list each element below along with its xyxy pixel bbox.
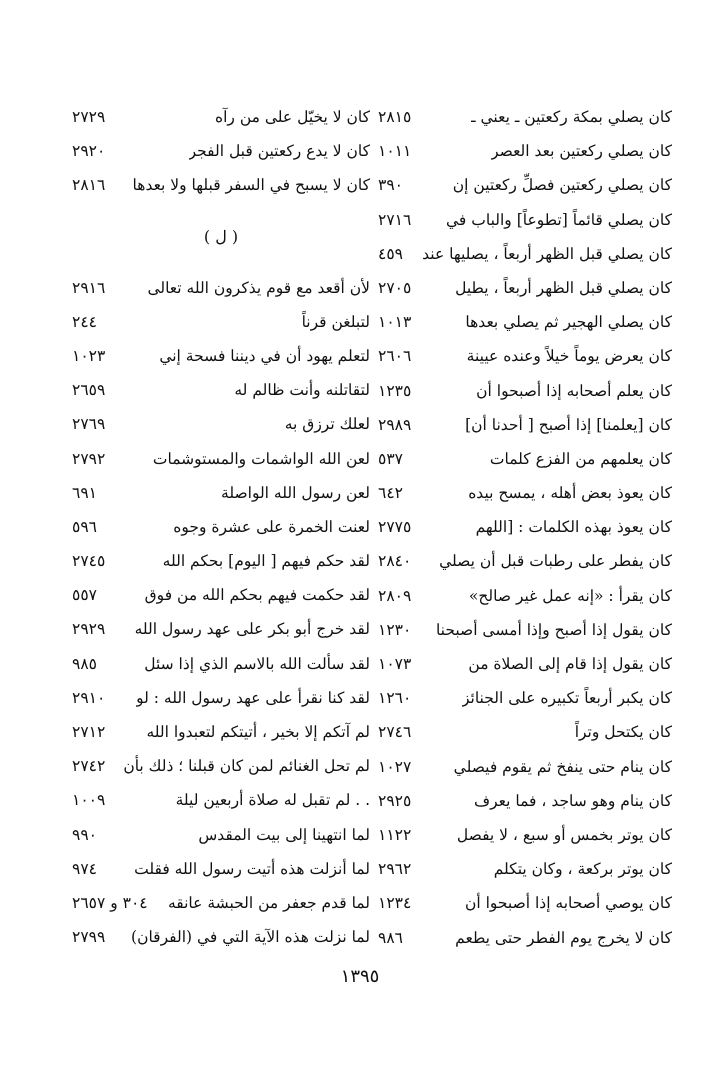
entry-number: ٥٩٦ [72, 517, 97, 536]
entry-number: ١٢٣٠ [378, 620, 412, 639]
entry-text: لقد خرج أبو بكر على عهد رسول الله [134, 620, 370, 639]
index-entry [378, 271, 672, 305]
entry-text: كان يصلي ركعتين فصلِّ ركعتين إن [452, 176, 672, 195]
entry-number: ٢٩١٦ [72, 278, 106, 297]
entry-number: ١٢٦٠ [378, 689, 412, 708]
entry-number: ٦٩١ [72, 483, 97, 502]
entry-text: كان يكبر أربعاً تكبيره على الجنائز [461, 689, 672, 708]
entry-number: ٤٥٩ [378, 244, 403, 263]
entry-number: ٣٠٤ و ٢٦٥٧ [72, 893, 148, 912]
index-entry [378, 886, 672, 920]
entry-text: كان يصلي قائماً [تطوعاً] والباب في [446, 210, 672, 229]
index-entry [72, 715, 370, 749]
entry-number: ٢٨١٦ [72, 176, 106, 195]
index-entry [72, 681, 370, 715]
index-entry [378, 544, 672, 578]
index-entry [72, 647, 370, 681]
entry-text: . . لم تقبل له صلاة أربعين ليلة [175, 791, 370, 810]
entry-text: لقد حكم فيهم [ اليوم] بحكم الله [162, 552, 370, 571]
entry-text: كان يعوذ بهذه الكلمات : [اللهم [475, 518, 672, 537]
entry-text: كان ينام حتى ينفخ ثم يقوم فيصلي [453, 757, 672, 776]
index-entry [72, 886, 370, 920]
index-entry [72, 510, 370, 544]
entry-number: ٥٥٧ [72, 586, 97, 605]
index-entry [378, 921, 672, 955]
index-entry [378, 510, 672, 544]
entry-text: لأن أقعد مع قوم يذكرون الله تعالى [147, 278, 370, 297]
entry-number: ٩٨٦ [378, 928, 403, 947]
entry-number: ٢٧٤٥ [72, 552, 106, 571]
index-entry [378, 442, 672, 476]
entry-text: لتقاتلنه وأنت ظالم له [234, 381, 370, 400]
index-entry [72, 373, 370, 407]
entry-text: لعن رسول الله الواصلة [221, 483, 370, 502]
index-entry [72, 305, 370, 339]
entry-text: لما قدم جعفر من الحبشة عانقه [167, 893, 370, 912]
index-entry [72, 134, 370, 168]
entry-text: كان يصلي الهجير ثم يصلي بعدها [465, 313, 672, 332]
entry-number: ٢٧٤٦ [378, 723, 412, 742]
section-heading: ( ل ) [203, 226, 239, 246]
entry-number: ٢٦٥٩ [72, 381, 106, 400]
entry-text: كان [يعلمنا] إذا أصبح [ أحدنا أن] [465, 415, 672, 434]
entry-text: لقد حكمت فيهم بحكم الله من فوق [144, 586, 370, 605]
entry-number: ٢٩٢٠ [72, 142, 106, 161]
index-entry [378, 613, 672, 647]
entry-text: لما نزلت هذه الآية التي في (الفرقان) [131, 928, 370, 947]
index-entry [378, 818, 672, 852]
entry-number: ٢٨٤٠ [378, 552, 412, 571]
entry-number: ٢٤٤ [72, 312, 97, 331]
entry-number: ٢٧٠٥ [378, 278, 412, 297]
entry-number: ٢٨٠٩ [378, 586, 412, 605]
entry-number: ١٢٣٤ [378, 894, 412, 913]
index-entry [72, 476, 370, 510]
entry-text: كان يفطر على رطبات قبل أن يصلي [439, 552, 672, 571]
entry-number: ٩٨٥ [72, 654, 97, 673]
entry-number: ٢٩١٠ [72, 688, 106, 707]
entry-text: لعنت الخمرة على عشرة وجوه [173, 517, 370, 536]
index-entry [72, 544, 370, 578]
entry-number: ٩٩٠ [72, 825, 97, 844]
entry-text: كان لا يسبح في السفر قبلها ولا بعدها [132, 176, 370, 195]
entry-text: كان يقرأ : «إنه عمل غير صالح» [468, 586, 672, 605]
entry-text: كان يصلي قبل الظهر أربعاً ، يطيل [455, 278, 672, 297]
index-entry [72, 100, 370, 134]
index-entry [378, 852, 672, 886]
index-entry [378, 168, 672, 202]
entry-text: كان يعلم أصحابه إذا أصبحوا أن [476, 381, 672, 400]
index-entry [378, 715, 672, 749]
entry-text: كان يقول إذا أصبح وإذا أمسى أصبحنا [435, 620, 672, 639]
entry-number: ١٠١١ [378, 142, 412, 161]
entry-number: ١٠١٣ [378, 313, 412, 332]
entry-text: كان يصلي ركعتين بعد العصر [491, 142, 672, 161]
left-column-bottom-entries [72, 271, 370, 955]
index-entry [72, 442, 370, 476]
index-entry [72, 920, 370, 954]
entry-text: كان ينام وهو ساجد ، فما يعرف [474, 791, 672, 810]
entry-text: لقد سألت الله بالاسم الذي إذا سئل [144, 654, 370, 673]
entry-number: ١٠٢٣ [72, 346, 106, 365]
index-entry [378, 408, 672, 442]
entry-number: ٢٧٩٢ [72, 449, 106, 468]
index-entry [72, 168, 370, 202]
index-entry [378, 681, 672, 715]
index-entry [378, 134, 672, 168]
entry-number: ٢٧٤٢ [72, 757, 106, 776]
entry-number: ٢٦٠٦ [378, 347, 412, 366]
entry-number: ٢٨١٥ [378, 108, 412, 126]
index-entry [378, 647, 672, 681]
entry-number: ٢٩٨٩ [378, 415, 412, 434]
entry-number: ١٢٣٥ [378, 381, 412, 400]
entry-text: لعن الله الواشمات والمستوشمات [152, 449, 370, 468]
entry-text: لم آتكم إلا بخير ، أتيتكم لتعبدوا الله [146, 723, 370, 741]
index-entry [378, 339, 672, 373]
index-entry [72, 749, 370, 783]
index-entry [72, 407, 370, 441]
entry-number: ٢٧٧٥ [378, 518, 412, 537]
entry-text: كان يوصي أصحابه إذا أصبحوا أن [464, 894, 672, 913]
index-entry [378, 579, 672, 613]
entry-text: كان يكتحل وتراً [574, 723, 672, 742]
entry-text: لقد كنا نقرأ على عهد رسول الله : لو [136, 688, 370, 707]
index-entry [72, 271, 370, 305]
index-entry [72, 818, 370, 852]
entry-text: كان يعوذ بعض أهله ، يمسح بيده [468, 484, 672, 503]
entry-text: كان لا يدع ركعتين قبل الفجر [188, 142, 370, 161]
left-column-top-entries [72, 100, 370, 203]
entry-text: كان لا يخيّل على من رآه [214, 108, 370, 126]
entry-text: كان يعلمهم من الفزع كلمات [489, 449, 672, 468]
entry-number: ٦٤٢ [378, 484, 403, 503]
entry-text: كان يقول إذا قام إلى الصلاة من [468, 655, 672, 673]
index-entry [72, 852, 370, 886]
entry-number: ٢٧١٦ [378, 210, 412, 229]
entry-number: ١١٢٢ [378, 825, 412, 844]
entry-text: كان يوتر بخمس أو سبع ، لا يفصل [456, 825, 672, 844]
index-entry [378, 305, 672, 339]
entry-number: ١٠٠٩ [72, 791, 106, 810]
entry-number: ٢٧١٢ [72, 723, 106, 741]
page-number: ١٣٩٥ [340, 966, 380, 987]
left-column [72, 100, 370, 954]
entry-number: ٢٩٢٥ [378, 791, 412, 810]
entry-text: لما أنزلت هذه أتيت رسول الله فقلت [134, 859, 370, 878]
entry-text: كان يصلي قبل الظهر أربعاً ، يصليها عند [422, 244, 672, 263]
entry-text: لتبلغن قرناً [301, 312, 370, 331]
index-entry [72, 578, 370, 612]
entry-text: لما انتهينا إلى بيت المقدس [198, 825, 370, 844]
entry-number: ٢٧٢٩ [72, 108, 106, 126]
index-entry [378, 203, 672, 237]
entry-number: ٢٩٦٢ [378, 860, 412, 879]
entry-text: كان لا يخرج يوم الفطر حتى يطعم [455, 928, 672, 947]
index-entry [378, 100, 672, 134]
entry-number: ٥٣٧ [378, 449, 403, 468]
right-column [378, 100, 672, 955]
index-entry [378, 750, 672, 784]
entry-number: ٢٩٢٩ [72, 620, 106, 639]
entry-number: ٣٩٠ [378, 176, 403, 195]
index-entry [378, 237, 672, 271]
index-entry [378, 784, 672, 818]
index-entry [72, 783, 370, 817]
entry-text: كان يصلي بمكة ركعتين ـ يعني ـ [471, 108, 672, 126]
index-entry [378, 476, 672, 510]
entry-text: كان يعرض يوماً خيلاً وعنده عيينة [466, 347, 672, 366]
entry-number: ١٠٢٧ [378, 757, 412, 776]
entry-text: لم تحل الغنائم لمن كان قبلنا ؛ ذلك بأن [123, 757, 370, 776]
entry-text: كان يوتر بركعة ، وكان يتكلم [493, 860, 672, 879]
entry-text: لعلك ترزق به [284, 415, 370, 434]
index-entry [378, 374, 672, 408]
entry-number: ٢٧٩٩ [72, 928, 106, 947]
entry-number: ١٠٧٣ [378, 655, 412, 673]
entry-number: ٩٧٤ [72, 859, 97, 878]
entry-text: لتعلم يهود أن في ديننا فسحة إني [159, 346, 370, 365]
index-entry [72, 612, 370, 646]
index-entry [72, 339, 370, 373]
entry-number: ٢٧٦٩ [72, 415, 106, 434]
